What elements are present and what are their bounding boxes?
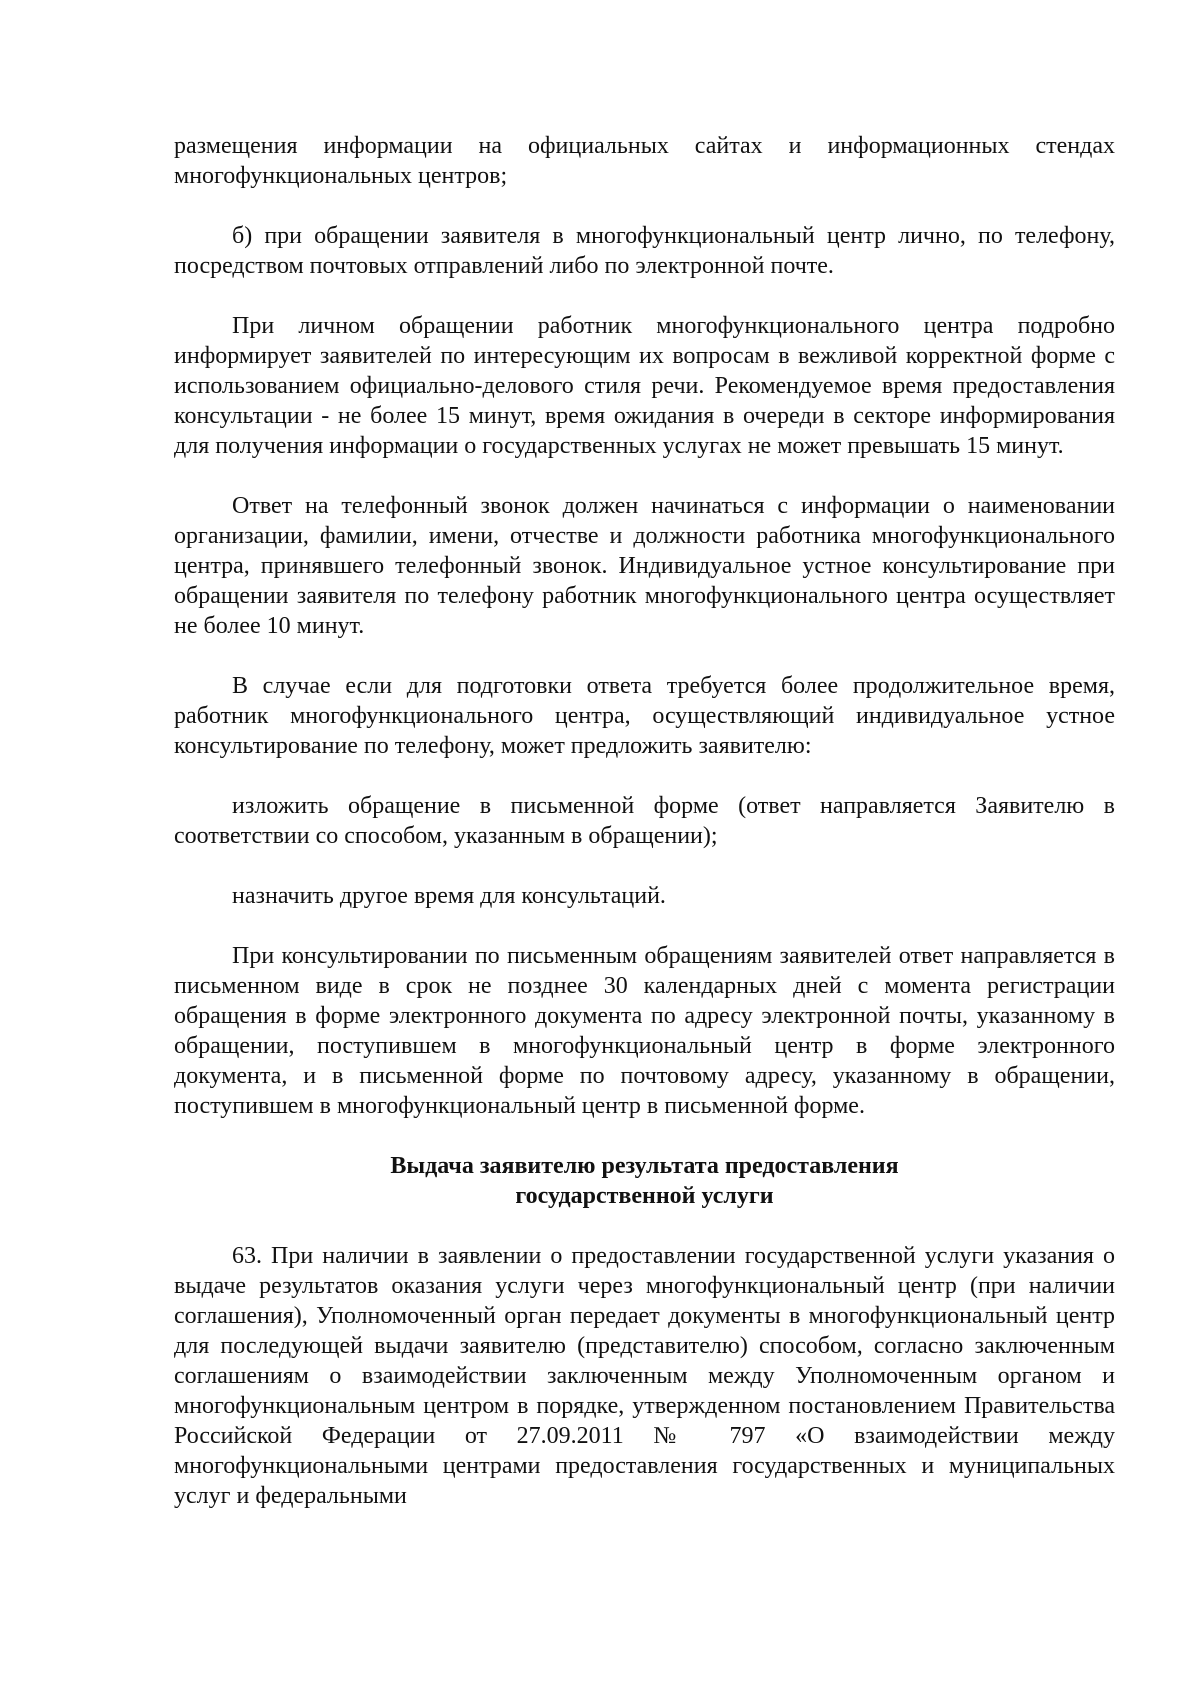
section-heading-line-1: Выдача заявителю результата предоставления <box>390 1153 899 1179</box>
paragraph-item-b: б) при обращении заявителя в многофункциональный центр лично, по телефону, посредством почтовых отправлений либо по электронной почте. <box>174 223 1115 279</box>
paragraph-longer-time: В случае если для подготовки ответа требуется более продолжительное время, работник многофункционального центра, осуществляющий индивидуальное устное консультирование по телефону, может предложить заявителю: <box>174 673 1115 759</box>
paragraph-written-requests: При консультировании по письменным обращениям заявителей ответ направляется в письменном виде в срок не позднее 30 календарных дней с момента регистрации обращения в форме электронного документа по адресу электронной почты, указанному в обращении, поступившем в многофункциональный центр в форме электронного документа, и в письменной форме по почтовому адресу, указанному в обращении, поступившем в многофункциональный центр в письменной форме. <box>174 943 1115 1119</box>
paragraph-63: 63. При наличии в заявлении о предоставлении государственной услуги указания о выдаче результатов оказания услуги через многофункциональный центр (при наличии соглашения), Уполномоченный орган передает документы в многофункциональный центр для последующей выдачи заявителю (представителю) способом, согласно заключенным соглашениям о взаимодействии заключенным между Уполномоченным органом и многофункциональным центром в порядке, утвержденном постановлением Правительства Российской Федерации от 27.09.2011 № 797 «О взаимодействии между многофункциональными центрами предоставления государственных и муниципальных услуг и федеральными <box>174 1243 1115 1509</box>
section-heading <box>174 1151 1115 1211</box>
paragraph-info-placement: размещения информации на официальных сайтах и информационных стендах многофункциональных центров; <box>174 133 1115 189</box>
section-heading-line-2: государственной услуги <box>515 1183 774 1209</box>
paragraph-written-form: изложить обращение в письменной форме (ответ направляется Заявителю в соответствии со способом, указанным в обращении); <box>174 793 1115 849</box>
paragraph-phone-answer: Ответ на телефонный звонок должен начинаться с информации о наименовании организации, фамилии, имени, отчестве и должности работника многофункционального центра, принявшего телефонный звонок. Индивидуальное устное консультирование при обращении заявителя по телефону работник многофункционального центра осуществляет не более 10 минут. <box>174 493 1115 639</box>
paragraph-personal-visit: При личном обращении работник многофункционального центра подробно информирует заявителей по интересующим их вопросам в вежливой корректной форме с использованием официально-делового стиля речи. Рекомендуемое время предоставления консультации - не более 15 минут, время ожидания в очереди в секторе информирования для получения информации о государственных услугах не может превышать 15 минут. <box>174 313 1115 459</box>
paragraph-other-time: назначить другое время для консультаций. <box>232 883 666 909</box>
